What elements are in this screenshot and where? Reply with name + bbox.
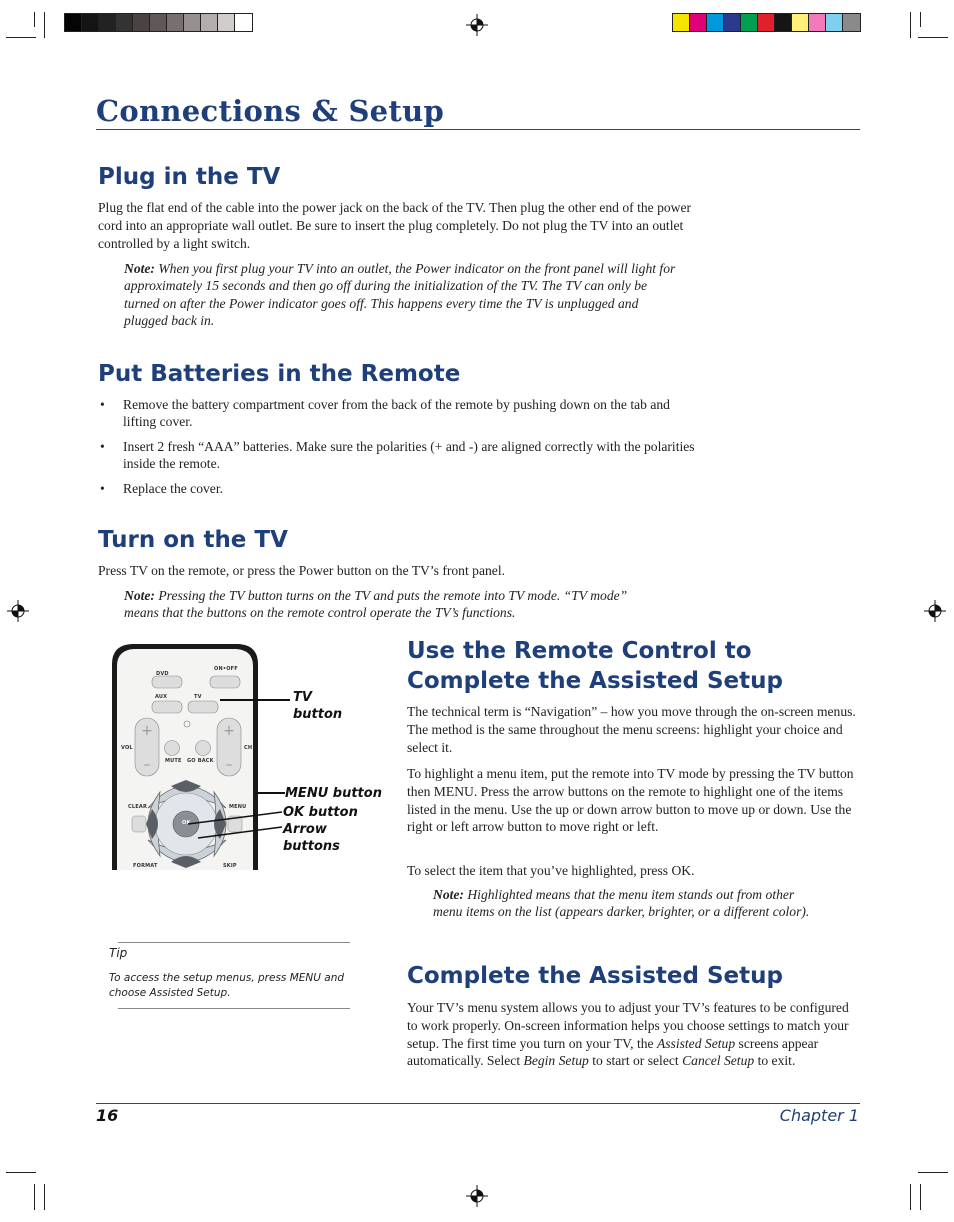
color-swatch — [724, 14, 741, 31]
heading-plug-in-tv: Plug in the TV — [98, 164, 281, 190]
registration-mark-bottom — [466, 1185, 488, 1207]
registration-mark-right — [924, 600, 946, 622]
color-swatch — [843, 14, 860, 31]
svg-text:+: + — [141, 723, 153, 739]
note-text: Highlighted means that the menu item stands out from other menu items on the list (appears darker, brighter, or a different color). — [433, 887, 810, 920]
list-item: • Remove the battery compartment cover from the back of the remote by pushing down on the tab and lifting cover. — [100, 397, 670, 430]
color-swatch — [775, 14, 792, 31]
callout-arrow-buttons: Arrow buttons — [283, 822, 340, 854]
color-swatch — [741, 14, 758, 31]
remote-label-on-off: ON•OFF — [214, 666, 238, 672]
remote-label-mute: MUTE — [165, 758, 182, 764]
callout-ok-button: OK button — [283, 805, 358, 820]
color-swatch — [673, 14, 690, 31]
tip-bottom-rule — [118, 1008, 350, 1009]
color-swatch — [201, 14, 218, 31]
color-swatch — [116, 14, 133, 31]
grayscale-color-bar — [64, 13, 253, 32]
use-remote-para-3: To select the item that you’ve highlighted, press OK. — [407, 863, 695, 878]
remote-label-go-back: GO BACK — [187, 758, 214, 764]
tip-text: To access the setup menus, press MENU and choose Assisted Setup. — [109, 972, 345, 999]
menu-button-leader — [255, 792, 285, 794]
note-label: Note: — [433, 887, 464, 902]
color-swatch — [707, 14, 724, 31]
remote-label-dvd: DVD — [156, 671, 169, 677]
header-rule — [96, 129, 860, 130]
plug-body: Plug the flat end of the cable into the power jack on the back of the TV. Then plug the other end of the power cord into an appropriate wall outlet. Be sure to insert the plug completely. Do not plug the TV into an outlet controlled by a light switch. — [98, 200, 692, 251]
use-remote-para-2: To highlight a menu item, put the remote into TV mode by pressing the TV button then MENU. Press the arrow buttons on the remote to highlight one of the items listed in the menu. Use the up or down arrow button to move up or down. Use the right or left arrow button to move right or left. — [407, 766, 854, 835]
remote-label-tv: TV — [194, 694, 202, 700]
remote-label-format: FORMAT — [133, 863, 158, 869]
note-text: Pressing the TV button turns on the TV and puts the remote into TV mode. “TV mode” means that the buttons on the remote control operate the TV’s functions. — [124, 588, 628, 621]
plug-note — [124, 260, 684, 330]
note-label: Note: — [124, 261, 155, 276]
list-item: • Insert 2 fresh “AAA” batteries. Make sure the polarities (+ and -) are aligned correctly with the polarities inside the remote. — [100, 438, 695, 472]
color-swatch — [218, 14, 235, 31]
remote-label-clear: CLEAR — [128, 804, 147, 810]
color-swatch — [133, 14, 150, 31]
remote-label-vol: VOL — [121, 745, 133, 751]
registration-mark-left — [7, 600, 29, 622]
svg-text:–: – — [143, 757, 151, 773]
tv-button-leader — [220, 699, 290, 701]
color-swatch — [758, 14, 775, 31]
color-swatch — [826, 14, 843, 31]
note-text: When you first plug your TV into an outlet, the Power indicator on the front panel will light for approximately 15 seconds and then go off during the initialization of the TV. The TV can only be turned on after the Power indicator goes off. This happens every time the TV is unplugged and plugged back in. — [124, 261, 676, 329]
registration-mark-top — [466, 14, 488, 36]
chapter-label: Chapter 1 — [779, 1106, 859, 1125]
page-header-title: Connections & Setup — [96, 94, 445, 128]
heading-batteries: Put Batteries in the Remote — [98, 361, 461, 387]
note-label: Note: — [124, 588, 155, 603]
svg-text:–: – — [225, 757, 233, 773]
use-remote-para-1: The technical term is “Navigation” – how you move through the on-screen menus. The method is the same throughout the menu screens: highlight your choice and select it. — [407, 704, 856, 755]
battery-steps — [98, 396, 703, 504]
color-swatch — [792, 14, 809, 31]
tip-label: Tip — [109, 946, 128, 960]
remote-label-aux: AUX — [155, 694, 168, 700]
heading-use-remote: Use the Remote Control to Complete the Assisted Setup — [407, 638, 783, 694]
use-remote-note — [433, 886, 818, 921]
color-swatch — [809, 14, 826, 31]
list-item: • Replace the cover. — [100, 480, 224, 496]
svg-text:+: + — [223, 723, 235, 739]
heading-turn-on-tv: Turn on the TV — [98, 527, 288, 553]
callout-menu-button: MENU button — [285, 786, 382, 801]
turn-on-body: Press TV on the remote, or press the Power button on the TV’s front panel. — [98, 563, 505, 578]
complete-setup-body: Your TV’s menu system allows you to adjust your TV’s features to be configured to work properly. On-screen information helps you choose settings to match your setup. The first time you turn on your TV, the Assisted Setup screens appear automatically. Select Begin Setup to start or select Cancel Setup to exit. — [407, 1000, 849, 1069]
page-number: 16 — [96, 1106, 119, 1125]
color-swatch — [235, 14, 252, 31]
color-swatch — [65, 14, 82, 31]
color-swatch — [184, 14, 201, 31]
process-color-bar — [672, 13, 861, 32]
callout-tv-button: TV button — [293, 690, 343, 722]
remote-label-menu: MENU — [229, 804, 247, 810]
color-swatch — [82, 14, 99, 31]
color-swatch — [99, 14, 116, 31]
remote-label-skip: SKIP — [223, 863, 237, 869]
remote-label-ok: OK — [182, 820, 191, 826]
remote-label-ch: CH — [244, 745, 253, 751]
turn-on-note — [124, 587, 654, 622]
ok-arrow-leaders — [180, 805, 285, 845]
color-swatch — [690, 14, 707, 31]
color-swatch — [150, 14, 167, 31]
heading-complete-setup: Complete the Assisted Setup — [407, 963, 783, 989]
footer-rule — [96, 1103, 860, 1104]
color-swatch — [167, 14, 184, 31]
tip-top-rule — [118, 942, 350, 943]
